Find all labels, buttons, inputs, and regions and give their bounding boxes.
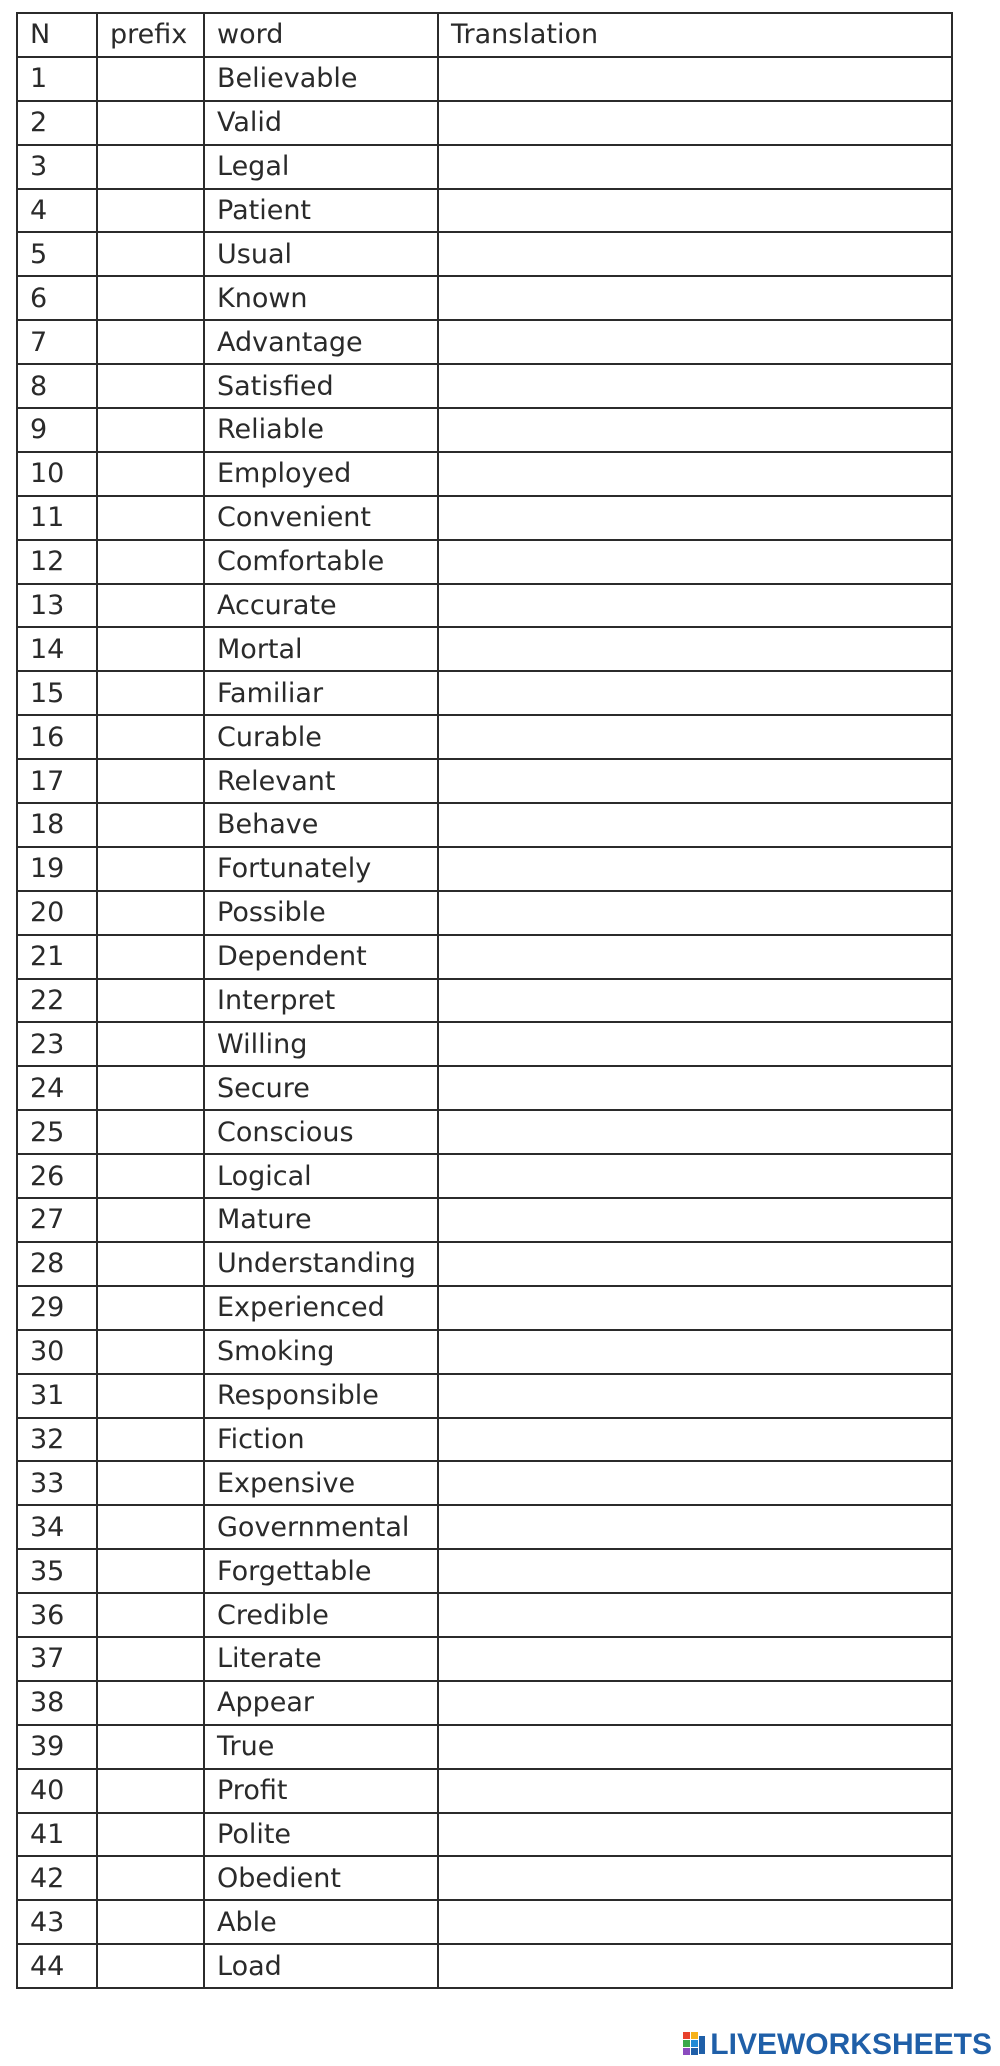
- word-cell: Patient: [204, 189, 438, 233]
- translation-answer-cell[interactable]: [438, 1549, 952, 1593]
- row-number: 21: [17, 935, 97, 979]
- translation-answer-cell[interactable]: [438, 979, 952, 1023]
- row-number: 20: [17, 891, 97, 935]
- table-row: [17, 759, 952, 803]
- word-cell: Forgettable: [204, 1549, 438, 1593]
- translation-answer-cell[interactable]: [438, 452, 952, 496]
- prefix-answer-cell[interactable]: [97, 232, 204, 276]
- liveworksheets-logo-icon: [683, 2032, 707, 2058]
- word-cell: Obedient: [204, 1856, 438, 1900]
- translation-answer-cell[interactable]: [438, 1418, 952, 1462]
- translation-answer-cell[interactable]: [438, 1198, 952, 1242]
- prefix-answer-cell[interactable]: [97, 847, 204, 891]
- word-cell: Curable: [204, 715, 438, 759]
- word-cell: Polite: [204, 1813, 438, 1857]
- prefix-answer-cell[interactable]: [97, 1286, 204, 1330]
- row-number: 35: [17, 1549, 97, 1593]
- prefix-answer-cell[interactable]: [97, 101, 204, 145]
- row-number: 30: [17, 1330, 97, 1374]
- translation-answer-cell[interactable]: [438, 1681, 952, 1725]
- prefix-answer-cell[interactable]: [97, 627, 204, 671]
- table-row: [17, 935, 952, 979]
- prefix-answer-cell[interactable]: [97, 1944, 204, 1988]
- translation-answer-cell[interactable]: [438, 715, 952, 759]
- prefix-answer-cell[interactable]: [97, 364, 204, 408]
- word-cell: Dependent: [204, 935, 438, 979]
- table-row: [17, 496, 952, 540]
- table-row: [17, 276, 952, 320]
- translation-answer-cell[interactable]: [438, 627, 952, 671]
- row-number: 31: [17, 1374, 97, 1418]
- prefix-answer-cell[interactable]: [97, 1549, 204, 1593]
- word-cell: Mature: [204, 1198, 438, 1242]
- header-number: N: [17, 13, 97, 57]
- table-body: [17, 57, 952, 1988]
- translation-answer-cell[interactable]: [438, 1900, 952, 1944]
- prefix-answer-cell[interactable]: [97, 1374, 204, 1418]
- word-cell: Willing: [204, 1022, 438, 1066]
- table-row: [17, 891, 952, 935]
- word-cell: Valid: [204, 101, 438, 145]
- liveworksheets-brand: [683, 2028, 992, 2062]
- table-row: [17, 57, 952, 101]
- table-row: [17, 979, 952, 1023]
- translation-answer-cell[interactable]: [438, 145, 952, 189]
- prefix-answer-cell[interactable]: [97, 671, 204, 715]
- table-row: [17, 101, 952, 145]
- translation-answer-cell[interactable]: [438, 496, 952, 540]
- translation-answer-cell[interactable]: [438, 1725, 952, 1769]
- row-number: 37: [17, 1637, 97, 1681]
- prefix-answer-cell[interactable]: [97, 452, 204, 496]
- translation-answer-cell[interactable]: [438, 101, 952, 145]
- prefix-answer-cell[interactable]: [97, 715, 204, 759]
- table-row: [17, 584, 952, 628]
- row-number: 14: [17, 627, 97, 671]
- prefix-answer-cell[interactable]: [97, 496, 204, 540]
- translation-answer-cell[interactable]: [438, 1022, 952, 1066]
- table-row: [17, 232, 952, 276]
- row-number: 15: [17, 671, 97, 715]
- word-cell: Fiction: [204, 1418, 438, 1462]
- table-row: [17, 627, 952, 671]
- prefix-answer-cell[interactable]: [97, 1198, 204, 1242]
- translation-answer-cell[interactable]: [438, 408, 952, 452]
- table-row: [17, 1900, 952, 1944]
- word-cell: Interpret: [204, 979, 438, 1023]
- table-row: [17, 145, 952, 189]
- header-prefix: prefix: [97, 13, 204, 57]
- row-number: 17: [17, 759, 97, 803]
- liveworksheets-wordmark: LIVEWORKSHEETS: [710, 2028, 992, 2061]
- row-number: 24: [17, 1066, 97, 1110]
- prefix-answer-cell[interactable]: [97, 1637, 204, 1681]
- header-translation: Translation: [438, 13, 952, 57]
- word-cell: Logical: [204, 1154, 438, 1198]
- table-row: [17, 1374, 952, 1418]
- table-row: [17, 1110, 952, 1154]
- translation-answer-cell[interactable]: [438, 1593, 952, 1637]
- row-number: 43: [17, 1900, 97, 1944]
- word-cell: Known: [204, 276, 438, 320]
- row-number: 38: [17, 1681, 97, 1725]
- word-cell: Familiar: [204, 671, 438, 715]
- table-row: [17, 1022, 952, 1066]
- table-row: [17, 803, 952, 847]
- prefix-answer-cell[interactable]: [97, 1856, 204, 1900]
- translation-answer-cell[interactable]: [438, 1461, 952, 1505]
- prefix-answer-cell[interactable]: [97, 759, 204, 803]
- word-cell: Reliable: [204, 408, 438, 452]
- row-number: 32: [17, 1418, 97, 1462]
- row-number: 4: [17, 189, 97, 233]
- translation-answer-cell[interactable]: [438, 759, 952, 803]
- word-cell: Comfortable: [204, 540, 438, 584]
- word-cell: Convenient: [204, 496, 438, 540]
- row-number: 9: [17, 408, 97, 452]
- word-cell: Conscious: [204, 1110, 438, 1154]
- row-number: 22: [17, 979, 97, 1023]
- table-row: [17, 1066, 952, 1110]
- word-cell: Satisfied: [204, 364, 438, 408]
- prefix-answer-cell[interactable]: [97, 540, 204, 584]
- word-cell: Literate: [204, 1637, 438, 1681]
- prefix-answer-cell[interactable]: [97, 1330, 204, 1374]
- translation-answer-cell[interactable]: [438, 1066, 952, 1110]
- translation-answer-cell[interactable]: [438, 1813, 952, 1857]
- word-cell: Relevant: [204, 759, 438, 803]
- table-row: [17, 1637, 952, 1681]
- row-number: 10: [17, 452, 97, 496]
- row-number: 42: [17, 1856, 97, 1900]
- word-cell: Able: [204, 1900, 438, 1944]
- prefix-answer-cell[interactable]: [97, 1813, 204, 1857]
- translation-answer-cell[interactable]: [438, 1374, 952, 1418]
- table-row: [17, 1418, 952, 1462]
- translation-answer-cell[interactable]: [438, 847, 952, 891]
- row-number: 25: [17, 1110, 97, 1154]
- translation-answer-cell[interactable]: [438, 584, 952, 628]
- table-row: [17, 1286, 952, 1330]
- row-number: 39: [17, 1725, 97, 1769]
- table-row: [17, 1330, 952, 1374]
- word-cell: Employed: [204, 452, 438, 496]
- table-row: [17, 1461, 952, 1505]
- row-number: 8: [17, 364, 97, 408]
- word-cell: Profit: [204, 1769, 438, 1813]
- translation-answer-cell[interactable]: [438, 1154, 952, 1198]
- prefix-answer-cell[interactable]: [97, 276, 204, 320]
- prefix-answer-cell[interactable]: [97, 1769, 204, 1813]
- row-number: 36: [17, 1593, 97, 1637]
- table-row: [17, 671, 952, 715]
- prefix-answer-cell[interactable]: [97, 1154, 204, 1198]
- row-number: 3: [17, 145, 97, 189]
- table-row: [17, 847, 952, 891]
- prefix-answer-cell[interactable]: [97, 320, 204, 364]
- table-row: [17, 1154, 952, 1198]
- table-row: [17, 1769, 952, 1813]
- table-header-row: [17, 13, 952, 57]
- row-number: 34: [17, 1505, 97, 1549]
- prefix-answer-cell[interactable]: [97, 584, 204, 628]
- row-number: 12: [17, 540, 97, 584]
- word-cell: Smoking: [204, 1330, 438, 1374]
- translation-answer-cell[interactable]: [438, 1856, 952, 1900]
- table-row: [17, 1242, 952, 1286]
- row-number: 29: [17, 1286, 97, 1330]
- table-row: [17, 1856, 952, 1900]
- word-cell: Expensive: [204, 1461, 438, 1505]
- translation-answer-cell[interactable]: [438, 671, 952, 715]
- prefix-answer-cell[interactable]: [97, 979, 204, 1023]
- word-cell: Usual: [204, 232, 438, 276]
- word-cell: Fortunately: [204, 847, 438, 891]
- translation-answer-cell[interactable]: [438, 1286, 952, 1330]
- table-row: [17, 540, 952, 584]
- word-cell: Mortal: [204, 627, 438, 671]
- table-row: [17, 452, 952, 496]
- table-row: [17, 1593, 952, 1637]
- word-cell: Experienced: [204, 1286, 438, 1330]
- translation-answer-cell[interactable]: [438, 803, 952, 847]
- prefix-answer-cell[interactable]: [97, 891, 204, 935]
- prefix-answer-cell[interactable]: [97, 1066, 204, 1110]
- row-number: 26: [17, 1154, 97, 1198]
- row-number: 40: [17, 1769, 97, 1813]
- table-row: [17, 1505, 952, 1549]
- row-number: 44: [17, 1944, 97, 1988]
- row-number: 2: [17, 101, 97, 145]
- prefix-answer-cell[interactable]: [97, 1418, 204, 1462]
- prefix-answer-cell[interactable]: [97, 145, 204, 189]
- word-cell: Secure: [204, 1066, 438, 1110]
- prefix-answer-cell[interactable]: [97, 935, 204, 979]
- table-row: [17, 1725, 952, 1769]
- row-number: 7: [17, 320, 97, 364]
- header-word: word: [204, 13, 438, 57]
- row-number: 16: [17, 715, 97, 759]
- translation-answer-cell[interactable]: [438, 232, 952, 276]
- prefix-answer-cell[interactable]: [97, 1900, 204, 1944]
- translation-answer-cell[interactable]: [438, 276, 952, 320]
- table-row: [17, 1549, 952, 1593]
- table-row: [17, 320, 952, 364]
- table-row: [17, 189, 952, 233]
- word-cell: Credible: [204, 1593, 438, 1637]
- translation-answer-cell[interactable]: [438, 1944, 952, 1988]
- word-cell: Believable: [204, 57, 438, 101]
- prefix-answer-cell[interactable]: [97, 57, 204, 101]
- table-row: [17, 1813, 952, 1857]
- word-cell: Responsible: [204, 1374, 438, 1418]
- row-number: 28: [17, 1242, 97, 1286]
- row-number: 19: [17, 847, 97, 891]
- word-cell: Appear: [204, 1681, 438, 1725]
- row-number: 5: [17, 232, 97, 276]
- translation-answer-cell[interactable]: [438, 57, 952, 101]
- word-cell: Legal: [204, 145, 438, 189]
- table-row: [17, 408, 952, 452]
- row-number: 6: [17, 276, 97, 320]
- word-cell: Governmental: [204, 1505, 438, 1549]
- table-row: [17, 715, 952, 759]
- word-cell: Possible: [204, 891, 438, 935]
- prefix-answer-cell[interactable]: [97, 189, 204, 233]
- prefix-answer-cell[interactable]: [97, 1593, 204, 1637]
- translation-answer-cell[interactable]: [438, 891, 952, 935]
- translation-answer-cell[interactable]: [438, 540, 952, 584]
- word-cell: Load: [204, 1944, 438, 1988]
- word-cell: True: [204, 1725, 438, 1769]
- translation-answer-cell[interactable]: [438, 1637, 952, 1681]
- row-number: 11: [17, 496, 97, 540]
- row-number: 23: [17, 1022, 97, 1066]
- table-row: [17, 364, 952, 408]
- vocabulary-table: [16, 12, 953, 1989]
- row-number: 41: [17, 1813, 97, 1857]
- table-row: [17, 1944, 952, 1988]
- word-cell: Understanding: [204, 1242, 438, 1286]
- word-cell: Accurate: [204, 584, 438, 628]
- translation-answer-cell[interactable]: [438, 935, 952, 979]
- translation-answer-cell[interactable]: [438, 189, 952, 233]
- row-number: 18: [17, 803, 97, 847]
- table-row: [17, 1198, 952, 1242]
- prefix-answer-cell[interactable]: [97, 1505, 204, 1549]
- prefix-answer-cell[interactable]: [97, 803, 204, 847]
- word-cell: Advantage: [204, 320, 438, 364]
- prefix-answer-cell[interactable]: [97, 1242, 204, 1286]
- translation-answer-cell[interactable]: [438, 1330, 952, 1374]
- prefix-answer-cell[interactable]: [97, 1461, 204, 1505]
- row-number: 1: [17, 57, 97, 101]
- table-row: [17, 1681, 952, 1725]
- translation-answer-cell[interactable]: [438, 1110, 952, 1154]
- translation-answer-cell[interactable]: [438, 1505, 952, 1549]
- prefix-answer-cell[interactable]: [97, 1725, 204, 1769]
- prefix-answer-cell[interactable]: [97, 1022, 204, 1066]
- translation-answer-cell[interactable]: [438, 320, 952, 364]
- row-number: 13: [17, 584, 97, 628]
- prefix-answer-cell[interactable]: [97, 1681, 204, 1725]
- prefix-answer-cell[interactable]: [97, 1110, 204, 1154]
- row-number: 27: [17, 1198, 97, 1242]
- translation-answer-cell[interactable]: [438, 1769, 952, 1813]
- prefix-answer-cell[interactable]: [97, 408, 204, 452]
- row-number: 33: [17, 1461, 97, 1505]
- translation-answer-cell[interactable]: [438, 1242, 952, 1286]
- translation-answer-cell[interactable]: [438, 364, 952, 408]
- word-cell: Behave: [204, 803, 438, 847]
